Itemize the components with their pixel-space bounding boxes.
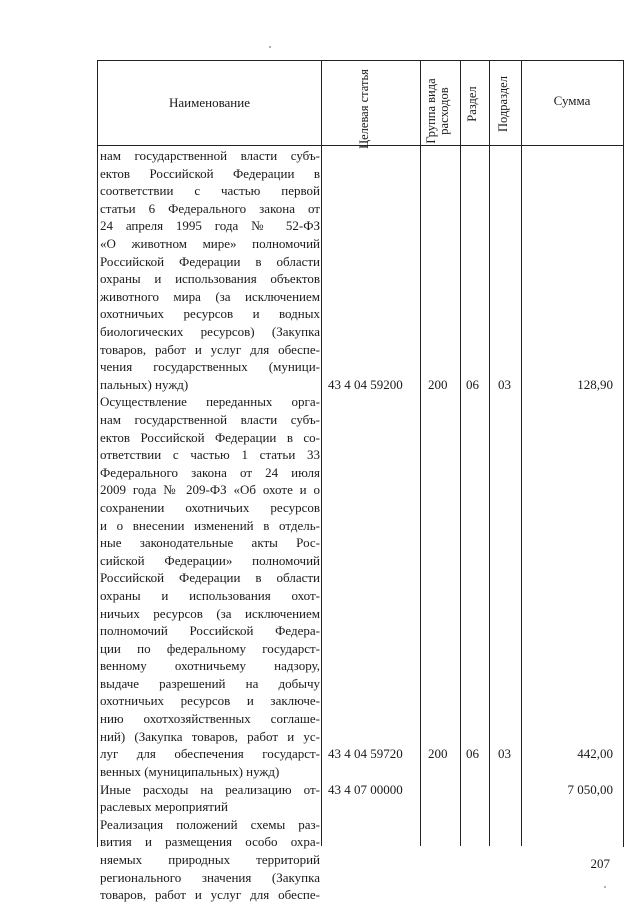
name-line: охотничьих ресурсов и заключе- [100, 693, 320, 709]
header-subsection: Подраздел [496, 76, 510, 132]
name-line: нам государственной власти субъ- [100, 411, 320, 427]
row-1-sum: 128,90 [577, 376, 613, 392]
name-line: охотничьих ресурсов и водных [100, 306, 320, 322]
name-line: выдаче разрешений на добычу [100, 675, 320, 691]
name-line: ектов Российской Федерации в [100, 165, 320, 181]
name-line: статьи 6 Федерального закона от [100, 200, 320, 216]
name-line: ные законодательные акты Рос- [100, 535, 320, 551]
row-1-target: 43 4 04 59200 [328, 376, 403, 392]
name-line: Осуществление переданных орга- [100, 394, 320, 410]
row-2-group: 200 [428, 746, 448, 762]
column-divider [460, 60, 461, 846]
name-line: товаров, работ и услуг для обеспе- [100, 887, 320, 903]
name-line: полномочий Российской Федера- [100, 623, 320, 639]
name-line: Реализация положений схемы раз- [100, 816, 320, 832]
row-1-group: 200 [428, 376, 448, 392]
header-group: Группа вида расходов [424, 78, 451, 144]
column-divider [420, 60, 421, 846]
name-line: Федерального закона от 24 июля [100, 464, 320, 480]
name-line: луг для обеспечения государст- [100, 746, 320, 762]
header-target: Целевая статья [357, 69, 371, 149]
name-line: ектов Российской Федерации в со- [100, 429, 320, 445]
name-line: пальных) нужд) [100, 376, 189, 392]
name-line: раслевых мероприятий [100, 799, 228, 815]
name-line: ний) (Закупка товаров, работ и ус- [100, 728, 320, 744]
row-3-sum: 7 050,00 [567, 781, 613, 797]
name-line: охраны и использования охот- [100, 587, 320, 603]
row-2-name [100, 393, 320, 780]
name-line: няемых природных территорий [100, 851, 320, 867]
row-1-name [100, 147, 320, 393]
name-line: нам государственной власти субъ- [100, 148, 320, 163]
row-1-subsection: 03 [498, 376, 511, 392]
name-line: сохранении охотничьих ресурсов [100, 499, 320, 515]
name-line: ничьих ресурсов (за исключением [100, 605, 320, 621]
name-line: биологических ресурсов) (Закупка [100, 323, 320, 339]
column-divider [521, 60, 522, 846]
header-section: Раздел [465, 86, 479, 122]
name-line: охраны и использования объектов [100, 271, 320, 287]
row-1-section: 06 [466, 376, 479, 392]
column-divider [321, 60, 322, 846]
name-line: соответствии с частью первой [100, 183, 320, 199]
name-line: нию охотхозяйственных соглаше- [100, 711, 320, 727]
header-sum: Сумма [553, 93, 591, 108]
name-line: 24 апреля 1995 года № 52-ФЗ [100, 218, 320, 234]
name-line: Иные расходы на реализацию от- [100, 781, 320, 797]
name-line: 2009 года № 209-ФЗ «Об охоте и о [100, 482, 320, 498]
row-2-subsection: 03 [498, 746, 511, 762]
name-line: Российской Федерации в области [100, 570, 320, 586]
name-line: «О животном мире» полномочий [100, 235, 320, 251]
name-line: вития и размещения особо охра- [100, 834, 320, 850]
name-line: Российской Федерации в области [100, 253, 320, 269]
name-line: товаров, работ и услуг для обеспе- [100, 341, 320, 357]
name-line: венному охотничьему надзору, [100, 658, 320, 674]
name-line: сийской Федерации» полномочий [100, 552, 320, 568]
row-2-sum: 442,00 [577, 746, 613, 762]
name-line: регионального значения (Закупка [100, 869, 320, 885]
row-2-section: 06 [466, 746, 479, 762]
page-number: 207 [590, 856, 610, 871]
column-divider [489, 60, 490, 846]
scan-speck [604, 886, 606, 888]
row-3-name [100, 781, 320, 816]
row-4-name [100, 816, 320, 904]
name-line: ответствии с частью 1 статьи 33 [100, 447, 320, 463]
name-line: чения государственных (муници- [100, 359, 320, 375]
name-line: и о внесении изменений в отдель- [100, 517, 320, 533]
row-3-target: 43 4 07 00000 [328, 781, 403, 797]
row-2-target: 43 4 04 59720 [328, 746, 403, 762]
name-line: ции по федеральному государст- [100, 640, 320, 656]
name-line: животного мира (за исключением [100, 288, 320, 304]
header-name: Наименование [169, 95, 250, 110]
scan-speck [269, 46, 271, 48]
name-line: венных (муниципальных) нужд) [100, 763, 280, 779]
